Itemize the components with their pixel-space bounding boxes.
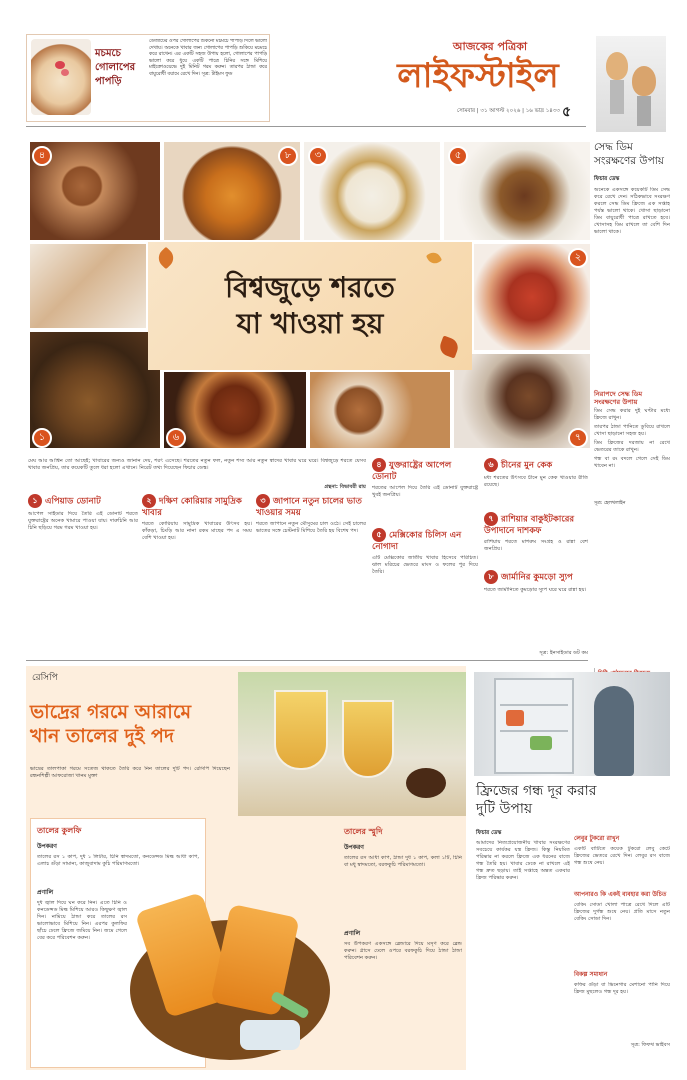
photo-number-badge: ৩: [308, 146, 328, 166]
header-divider: [26, 126, 586, 127]
photo-number-badge: ২: [568, 248, 588, 268]
palm-fruit-icon: [406, 768, 446, 798]
kulfi-title: তালের কুলফি: [37, 826, 82, 835]
fridge-title-line1: ফ্রিজের গন্ধ দূর করার: [476, 783, 597, 799]
item-number-badge: ৫: [372, 528, 386, 542]
recipe-title-line1: ভাদ্রের গরমে আরামে: [30, 701, 192, 723]
fridge-desk: ফিচার ডেস্ক: [476, 830, 502, 836]
rose-petal-icon: [55, 61, 65, 69]
photo-number-badge: ৬: [166, 428, 186, 448]
egg-icon: [632, 66, 656, 96]
kulfi-photo: [120, 880, 340, 1070]
egg-bullet: তারপর ঠান্ডা পানিতে ডুবিয়ে রাখলে খোসা ছাড়ানো সহজ হয়।: [594, 424, 670, 437]
smoothie-photo: [238, 672, 466, 816]
kulfi-ingredients: তালের রস ১ কাপ, দুধ ১ লিটার, চিনি স্বাদমতো, কনডেন্সড মিল্ক আধা কাপ, এলাচ গুঁড়া সামান্য, কাজুবাদাম কুচি পরিমাণমতো।: [37, 854, 199, 867]
item-title: এপিয়াড ডোনাট: [45, 496, 101, 507]
fridge-title-line2: দুটি উপায়: [476, 801, 533, 817]
egg-title: সেদ্ধ ডিম সংরক্ষণের উপায়: [594, 141, 664, 167]
section-divider: [26, 660, 588, 661]
item-title: দক্ষিণ কোরিয়ার সামুদ্রিক খাবার: [142, 496, 242, 518]
masthead-small: আজকের পত্রিকা: [452, 40, 528, 53]
rose-petal-icon: [61, 69, 69, 76]
autumn-intro: মেঘ আর আশ্বিন তো আছেই; খাবারের জন্যও জানান দেয়, শরৎ এসেছে। শরতের নতুন ফল, নতুন শস্য আর নতুন স্বাদের খাবার ঘরে ঘরে। বিশ্বজুড়ে শরতে যেসব খাবার জনপ্রিয়, তার কয়েকটি তুলে ধরা হলো এখানে। নিরেট তথ্য দিয়েছেন ফিচার ডেস্ক।: [28, 458, 366, 471]
autumn-item: [484, 512, 588, 575]
item-title: জার্মানির কুমড়ো স্যুপ: [501, 572, 573, 583]
fridge-text: আমাদের নিত্যপ্রয়োজনীয় খাবার সংরক্ষণের সবচেয়ে কার্যকর যন্ত্র ফ্রিজ। কিন্তু নিয়মিত পরিষ্কার না করলে ফ্রিজে এক ধরনের বাজে গন্ধ তৈরি হয়। খাবার ঢেকে না রাখলে এই গন্ধ দ্রুত ছড়ায়। তাই সপ্তাহে অন্তত একবার ফ্রিজ পরিষ্কার করুন।: [476, 840, 570, 881]
photo-number-badge: ৭: [568, 428, 588, 448]
item-text: মধ্য শরতের উৎসবে চীনে মুন কেক খাওয়ার রীতি রয়েছে।: [484, 475, 588, 488]
photo-donuts-2: [308, 370, 452, 450]
photo-number-badge: ৪: [32, 146, 52, 166]
egg-text: অনেকে একসঙ্গে কয়েকটি ডিম সেদ্ধ করে রেখে দেন। সঠিকভাবে সংরক্ষণ করলে সেদ্ধ ডিম ফ্রিজে এক সপ্তাহ পর্যন্ত ভালো থাকে। খোসা ছাড়ানো ডিম বায়ুরোধী পাত্রে রাখতে হবে। খোসাসহ ডিম রাখলে তা বেশি দিন ভালো থাকে।: [594, 187, 670, 235]
smoothie-ingredients-heading: উপকরণ: [344, 844, 364, 851]
fridge-sub-text: একটি বাটিতে কয়েক টুকরো লেবু কেটে ফ্রিজের ভেতরে রেখে দিন। লেবুর রস বাজে গন্ধ শুষে নেয়।: [574, 846, 670, 866]
fridge-source: সূত্র: ফিফথ ভাইবস: [630, 1042, 670, 1048]
item-number-badge: ৬: [484, 458, 498, 472]
item-number-badge: ৪: [372, 458, 386, 472]
autumn-item: [256, 494, 366, 607]
shelf: [500, 730, 568, 732]
item-title: চীনের মুন কেক: [501, 460, 553, 471]
fridge-right-col: [574, 830, 670, 1068]
item-title: জাপানে নতুন চালের ভাত খাওয়ার সময়: [256, 496, 362, 518]
kulfi-ingredients-heading: উপকরণ: [37, 843, 57, 850]
glass-icon: [342, 700, 394, 778]
autumn-item: [142, 494, 252, 607]
egg-header-photo: [596, 36, 666, 132]
item-number-badge: ৩: [256, 494, 270, 508]
item-title: যুক্তরাষ্ট্রের আপেল ডোনাট: [372, 460, 452, 482]
glass-icon: [274, 690, 328, 770]
item-text: রাশিয়ায় শরতে মাশরুম সংগ্রহ ও রান্না বেশ জনপ্রিয়।: [484, 539, 588, 552]
recipe-title-line2: খান তালের দুই পদ: [30, 725, 174, 747]
food-item: [506, 710, 524, 726]
masthead-big: লাইফস্টাইল: [397, 56, 559, 96]
item-text: শরতে জার্মানিতে কুমড়োর স্যুপ ঘরে ঘরে রান্না হয়।: [484, 587, 587, 593]
recipe-tag: রেসিপি: [32, 673, 58, 683]
autumn-byline: গ্রন্থনা: বিভাবরী রায়: [324, 484, 366, 490]
teaser-box: [26, 34, 270, 122]
egg-cup: [637, 96, 651, 126]
teaser-text: ডেজার্টের ওপর গোলাপের শুকনো মচমচে পাপড়ি দিলে ভালো দেখায়। অনেকে খাবার জন্য গোলাপের পাপড়ি শুকিয়ে মচমচে করে রাখেন। এর একটি সহজ উপায় হলো, গোলাপের পাপড়ি ভালো করে ধুয়ে একটি পাত্রে চিনির সঙ্গে মিশিয়ে মাইক্রোওয়েভে দুই মিনিট গরম করুন। তারপর ঠান্ডা করে বায়ুরোধী বয়ামে রেখে দিন। সূত্র: টাইমস ফুড: [149, 39, 267, 77]
egg-section: [594, 140, 670, 660]
ice-icon: [240, 1020, 300, 1050]
egg-desk: ফিচার ডেস্ক: [594, 176, 620, 182]
item-number-badge: ১: [28, 494, 42, 508]
fridge-icon: [494, 678, 574, 774]
photo-number-badge: ৫: [448, 146, 468, 166]
recipe-intro: ভাদ্রের তালপাকা গরমে সতেজ থাকতে তৈরি করে নিন তালের দুটি পদ। রেসিপি দিয়েছেন রন্ধনশিল্পী আফরোজা খানম মুক্তা: [30, 766, 230, 779]
egg-bullet: ডিম ফ্রিজের দরজায় না রেখে ভেতরের তাকে রাখুন।: [594, 440, 670, 453]
photo-wraps: [28, 242, 148, 330]
egg-bullet: গন্ধ বা রং বদলে গেলে সেই ডিম খাবেন না।: [594, 456, 670, 469]
item-title: রাশিয়ার বাকুইটকারের উপাদানে দাশকফ: [484, 514, 575, 536]
egg-sub-heading: নিরাপদে সেদ্ধ ডিম সংরক্ষণের উপায়: [594, 390, 643, 406]
item-text: শরতে জাপানে নতুন মৌসুমের চাল ওঠে। সেই চালের ভাতের সঙ্গে চেস্টনাট মিশিয়ে তৈরি হয় বিশেষ পদ।: [256, 521, 366, 534]
teaser-title: মচমচে গোলাপের পাপড়ি: [95, 48, 136, 87]
autumn-item: [28, 494, 138, 597]
smoothie-box: [344, 826, 462, 1066]
autumn-item: [484, 570, 588, 627]
maple-leaf-icon: [437, 335, 460, 358]
fridge-sub-heading: বিকল্প সমাধান: [574, 971, 608, 978]
autumn-item: [484, 458, 588, 509]
smoothie-method: সব উপকরণ একসঙ্গে ব্লেন্ডারে দিয়ে মসৃণ করে ব্লেন্ড করুন। গ্লাসে ঢেলে ওপরে বরফকুচি দিয়ে ঠান্ডা ঠান্ডা পরিবেশন করুন।: [344, 941, 462, 961]
fridge-sub-text: বেকিং সোডা খোলা পাত্রে রেখে দিলে এটি ফ্রিজের দুর্গন্ধ শুষে নেয়। প্রতি মাসে নতুন বেকিং সোডা দিন।: [574, 902, 670, 922]
autumn-source: সূত্র: ইনসাইডার ডট কম: [539, 650, 588, 656]
egg-cup: [610, 80, 624, 114]
item-number-badge: ২: [142, 494, 156, 508]
teaser-photo: [31, 39, 91, 115]
fridge-photo: [474, 672, 670, 776]
egg-source: সূত্র: হেলথলাইন: [594, 501, 626, 506]
maple-leaf-icon: [426, 250, 442, 266]
page-number: ৫: [562, 104, 572, 120]
fridge-sub-heading: লেবুর টুকরো রাখুন: [574, 835, 620, 842]
smoothie-title: তালের স্মুদি: [344, 827, 383, 836]
photo-number-badge: ৮: [278, 146, 298, 166]
kulfi-method-heading: প্রণালি: [37, 889, 54, 896]
food-item: [530, 736, 552, 750]
photo-number-badge: ১: [32, 428, 52, 448]
item-title: মেক্সিকোর চিলিস এন নোগাদা: [372, 530, 462, 552]
autumn-item: [372, 528, 478, 619]
autumn-title-line1: বিশ্বজুড়ে শরতে: [225, 271, 395, 304]
item-text: শরতে কোরিয়ায় সামুদ্রিক খাবারের উৎসব হয়। কাঁকড়া, চিংড়ি আর নানা রকম মাছের পদ এ সময় বেশি খাওয়া হয়।: [142, 521, 252, 541]
fridge-sub-heading: আপনারও কি একই ব্যবহার করা উচিত: [574, 891, 667, 898]
maple-leaf-icon: [155, 247, 178, 270]
item-text: শরতের আপেল দিয়ে তৈরি এই ডোনাট যুক্তরাষ্ট্রে খুবই জনপ্রিয়।: [372, 485, 478, 498]
item-text: আপেল সাইডার দিয়ে তৈরি এই ডোনাট শরতে যুক্তরাষ্ট্রের অনেক খামারে পাওয়া যায়। দারুচিনি আর চিনি ছড়িয়ে গরম গরম খাওয়া হয়।: [28, 511, 138, 531]
autumn-item: [372, 458, 478, 531]
person-figure: [594, 686, 634, 776]
egg-icon: [606, 52, 628, 80]
egg-bullet: ডিম সেদ্ধ করার দুই ঘণ্টার মধ্যে ফ্রিজে রাখুন।: [594, 408, 670, 421]
autumn-title-panel: [148, 242, 472, 370]
autumn-collage: [28, 140, 592, 450]
date-line: সোমবার | ৩১ আগস্ট ২০২৬ | ১৬ ভাদ্র ১৪৩৩: [456, 108, 560, 114]
fridge-sub-text: কফির গুঁড়া বা ভিনেগার মেশানো পানি দিয়ে ফ্রিজ মুছলেও গন্ধ দূর হয়।: [574, 982, 670, 995]
smoothie-method-heading: প্রণালি: [344, 930, 361, 937]
item-text: এটি মেক্সিকোর জাতীয় খাবার হিসেবে পরিচিত। ঝাল মরিচের ভেতরে মাংস ও ফলের পুর দিয়ে তৈরি।: [372, 555, 478, 575]
smoothie-ingredients: তালের রস আধা কাপ, ঠান্ডা দুধ ১ কাপ, কলা ১টি, চিনি বা মধু স্বাদমতো, বরফকুচি পরিমাণমতো।: [344, 855, 462, 868]
item-number-badge: ৭: [484, 512, 498, 526]
item-number-badge: ৮: [484, 570, 498, 584]
autumn-title-line2: যা খাওয়া হয়: [236, 307, 384, 340]
shelf: [500, 704, 568, 706]
kulfi-method: দুধ জ্বাল দিয়ে ঘন করে নিন। এতে চিনি ও কনডেন্সড মিল্ক মিশিয়ে আরও কিছুক্ষণ জ্বাল দিন। নামিয়ে ঠান্ডা করে তালের রস ভালোভাবে মিশিয়ে নিন। এরপর কুলফির ছাঁচে ঢেলে ফ্রিজে জমিয়ে নিন। জমে গেলে বের করে পরিবেশন করুন।: [37, 900, 127, 941]
